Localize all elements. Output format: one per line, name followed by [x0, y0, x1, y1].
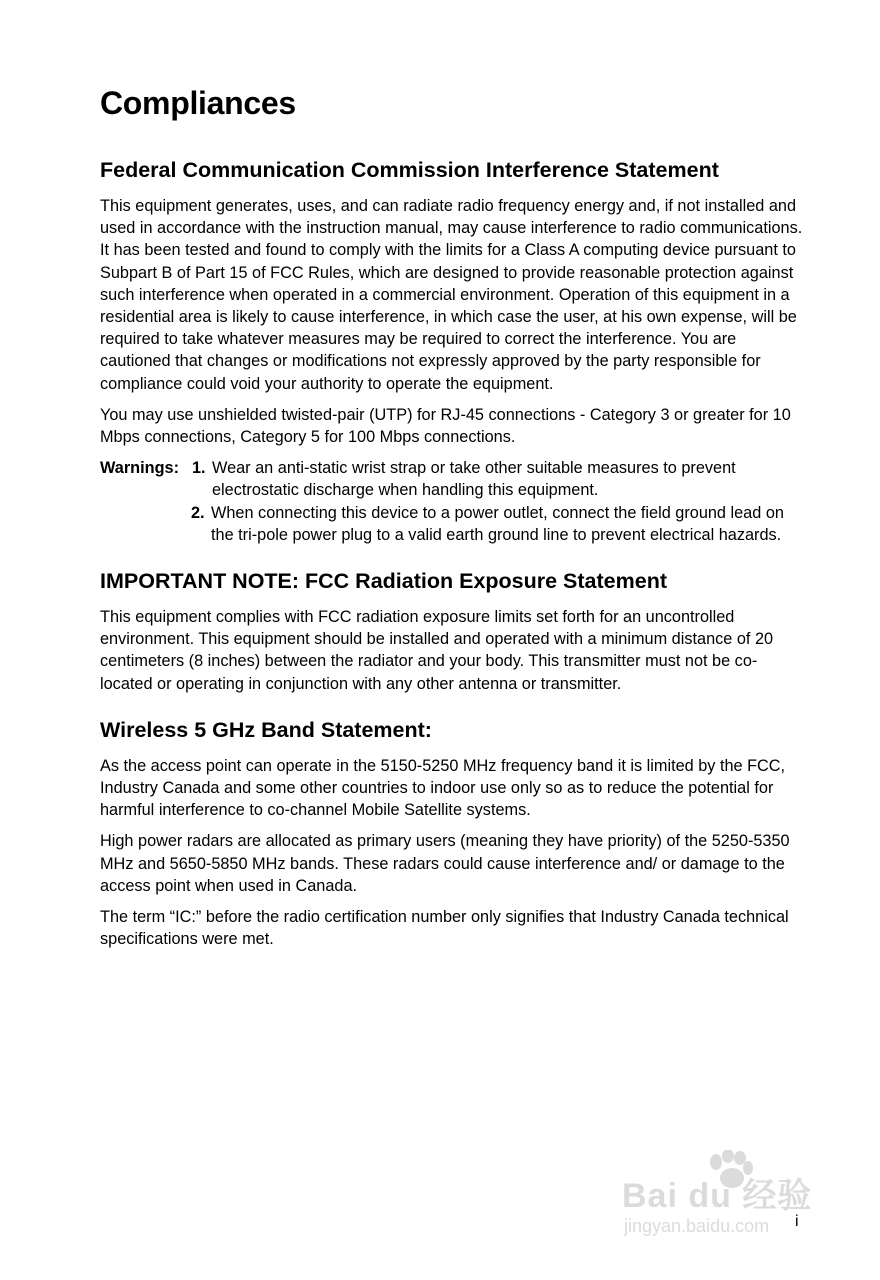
- warnings-label: Warnings:: [100, 459, 179, 478]
- fcc-paragraph-1: This equipment generates, uses, and can radiate radio frequency energy and, if not installed and used in accordance with the instruction manual, may cause interference to radio communications. It has been tested and found to comply with the limits for a Class A computing device pursuant to Subpart B of Part 15 of FCC Rules, which are designed to provide reasonable protection against such interference when operated in a commercial environment. Operation of this equipment in a residential area is likely to cause interference, in which case the user, at his own expense, will be required to take whatever measures may be required to correct the interference. You are cautioned that changes or modifications not expressly approved by the party responsible for compliance could void your authority to operate the equipment.: [100, 197, 803, 393]
- warning-text: When connecting this device to a power outlet, connect the field ground lead on the tri-pole power plug to a valid earth ground line to prevent electrical hazards.: [211, 503, 784, 544]
- watermark-url: jingyan.baidu.com: [624, 1216, 770, 1236]
- warning-number: 2.: [191, 503, 205, 522]
- radiation-section: [100, 567, 805, 695]
- warning-item: [191, 502, 805, 546]
- wireless-paragraph-2: High power radars are allocated as primary users (meaning they have priority) of the 5250-5350 MHz and 5650-5850 MHz bands. These radars could cause interference and/ or damage to the access point when used in Canada.: [100, 832, 790, 895]
- baidu-watermark: [622, 1150, 832, 1250]
- watermark-logo: Bai du 经验: [622, 1177, 813, 1215]
- page-title: Compliances: [100, 85, 296, 121]
- fcc-heading: Federal Communication Commission Interference Statement: [100, 158, 719, 182]
- wireless-heading: Wireless 5 GHz Band Statement:: [100, 717, 432, 742]
- wireless-section: [100, 716, 805, 951]
- warnings-block: [100, 457, 805, 546]
- warning-item: [192, 457, 805, 501]
- radiation-heading: IMPORTANT NOTE: FCC Radiation Exposure Statement: [100, 569, 667, 594]
- warnings-list: [192, 457, 805, 546]
- document-page: [100, 82, 805, 971]
- warning-text: Wear an anti-static wrist strap or take other suitable measures to prevent electrostatic discharge when handling this equipment.: [212, 459, 736, 500]
- page-number: i: [795, 1213, 799, 1230]
- fcc-section: [100, 156, 805, 546]
- warning-number: 1.: [192, 459, 206, 478]
- radiation-paragraph-1: This equipment complies with FCC radiation exposure limits set forth for an uncontrolled environment. This equipment should be installed and operated with a minimum distance of 20 centimeters (8 inches) between the radiator and your body. This transmitter must not be co-located or operating in conjunction with any other antenna or transmitter.: [100, 608, 774, 693]
- wireless-paragraph-3: The term “IC:” before the radio certification number only signifies that Industry Canada technical specifications were met.: [100, 908, 789, 949]
- fcc-paragraph-2: You may use unshielded twisted-pair (UTP) for RJ-45 connections - Category 3 or greater for 10 Mbps connections, Category 5 for 100 Mbps connections.: [100, 405, 791, 447]
- wireless-paragraph-1: As the access point can operate in the 5150-5250 MHz frequency band it is limited by the FCC, Industry Canada and some other countries to indoor use only so as to reduce the potential for harmful interference to co-channel Mobile Satellite systems.: [100, 756, 786, 820]
